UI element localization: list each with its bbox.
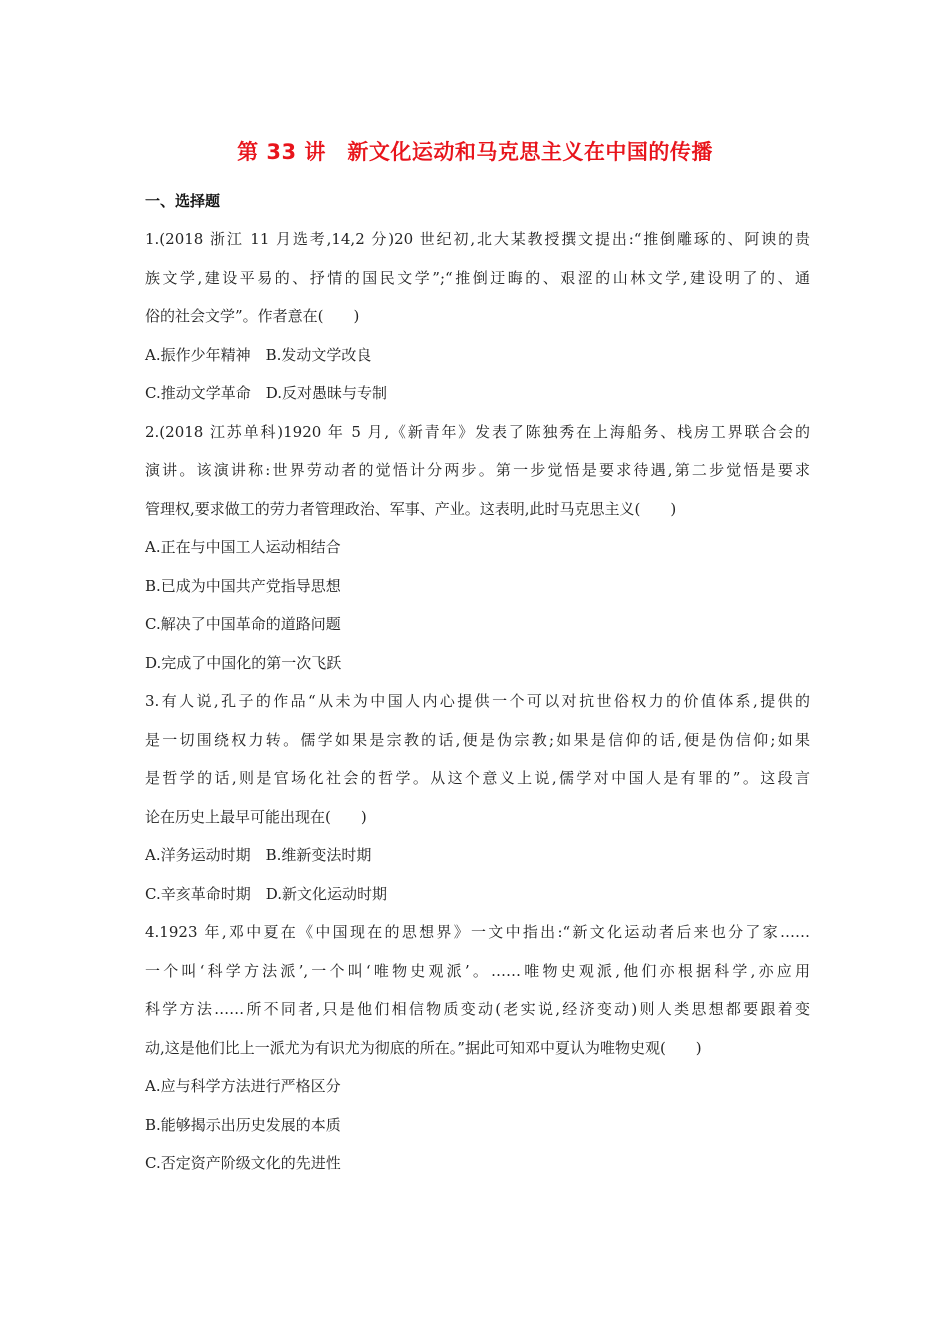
question-1 (145, 220, 810, 413)
section-heading: 一、选择题 (145, 192, 221, 210)
question-text-line: 4.1923 年,邓中夏在《中国现在的思想界》一文中指出:“新文化运动者后来也分了家…… (145, 923, 810, 941)
answer-option: A.应与科学方法进行严格区分 (145, 1077, 341, 1095)
answer-option: C.辛亥革命时期 D.新文化运动时期 (145, 884, 387, 903)
question-text-line: 1.(2018 浙江 11 月选考,14,2 分)20 世纪初,北大某教授撰文提出:“推倒雕琢的、阿谀的贵 (145, 230, 810, 248)
question-4 (145, 913, 810, 1183)
question-list (145, 220, 810, 1183)
question-text-line: 2.(2018 江苏单科)1920 年 5 月,《新青年》发表了陈独秀在上海船务、栈房工界联合会的 (145, 422, 810, 441)
question-text-line: 演讲。该演讲称:世界劳动者的觉悟计分两步。第一步觉悟是要求待遇,第二步觉悟是要求 (145, 461, 810, 479)
question-text-line: 3.有人说,孔子的作品“从未为中国人内心提供一个可以对抗世俗权力的价值体系,提供的 (145, 692, 810, 710)
answer-option: D.完成了中国化的第一次飞跃 (145, 653, 342, 672)
question-3 (145, 682, 810, 913)
answer-option: B.能够揭示出历史发展的本质 (145, 1115, 341, 1134)
answer-option: C.解决了中国革命的道路问题 (145, 615, 341, 633)
answer-option: C.否定资产阶级文化的先进性 (145, 1154, 341, 1172)
answer-option: B.已成为中国共产党指导思想 (145, 576, 341, 595)
answer-option: A.洋务运动时期 B.维新变法时期 (145, 846, 372, 864)
question-text-line: 族文学,建设平易的、抒情的国民文学”;“推倒迂晦的、艰涩的山林文学,建设明了的、通 (145, 268, 810, 287)
question-text-line: 一个叫‘科学方法派’,一个叫‘唯物史观派’。……唯物史观派,他们亦根据科学,亦应用 (145, 961, 810, 980)
answer-option: C.推动文学革命 D.反对愚昧与专制 (145, 384, 387, 402)
question-2 (145, 413, 810, 683)
question-text-line: 俗的社会文学”。作者意在( ) (145, 307, 360, 325)
question-text-line: 是一切围绕权力转。儒学如果是宗教的话,便是伪宗教;如果是信仰的话,便是伪信仰;如果 (145, 730, 810, 749)
question-text-line: 管理权,要求做工的劳力者管理政治、军事、产业。这表明,此时马克思主义( ) (145, 499, 677, 518)
answer-option: A.振作少年精神 B.发动文学改良 (145, 345, 372, 364)
answer-option: A.正在与中国工人运动相结合 (145, 538, 341, 556)
question-text-line: 动,这是他们比上一派尤为有识尤为彻底的所在。”据此可知邓中夏认为唯物史观( ) (145, 1038, 702, 1057)
question-text-line: 科学方法……所不同者,只是他们相信物质变动(老实说,经济变动)则人类思想都要跟着变 (145, 1000, 810, 1018)
question-text-line: 论在历史上最早可能出现在( ) (145, 807, 367, 826)
page-title: 第 33 讲 新文化运动和马克思主义在中国的传播 (237, 140, 713, 164)
question-text-line: 是哲学的话,则是官场化社会的哲学。从这个意义上说,儒学对中国人是有罪的”。这段言 (145, 769, 810, 787)
